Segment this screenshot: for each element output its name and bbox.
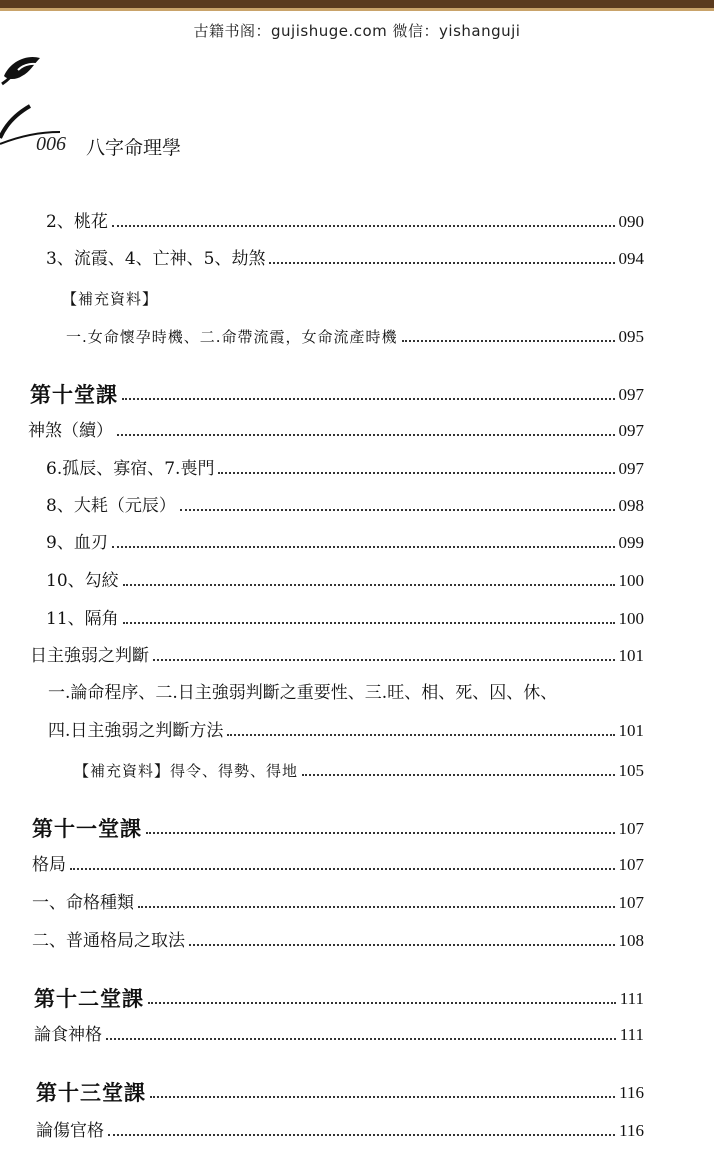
page-number: 006 (36, 133, 66, 155)
dot-leader (227, 734, 614, 736)
toc-entry[interactable] (28, 412, 644, 442)
toc-entry[interactable] (32, 884, 644, 914)
toc-label: 2、桃花 (46, 212, 108, 232)
toc-entry[interactable] (46, 487, 644, 517)
toc-label: 10、勾絞 (46, 571, 119, 591)
toc-page: 101 (618, 646, 644, 665)
toc-entry[interactable] (46, 450, 644, 480)
toc-label: 一.女命懷孕時機、二.命帶流霞，女命流產時機 (66, 328, 398, 346)
toc-chapter[interactable] (32, 810, 644, 840)
toc-entry[interactable] (32, 846, 644, 876)
toc-label: 論食神格 (34, 1025, 102, 1045)
toc-entry[interactable] (46, 203, 644, 233)
chapter-label: 第十三堂課 (36, 1080, 146, 1105)
top-border (0, 0, 714, 8)
chapter-label: 第十堂課 (30, 382, 118, 407)
toc-page: 099 (618, 533, 644, 552)
toc-label: 日主強弱之判斷 (30, 646, 149, 666)
dot-leader (302, 774, 614, 776)
dot-leader (180, 509, 615, 511)
toc-continued-line: 一.論命程序、二.日主強弱判斷之重要性、三.旺、相、死、囚、休、 (48, 683, 558, 703)
dot-leader (108, 1134, 615, 1136)
watermark: 古籍书阁：gujishuge.com 微信：yishanguji (193, 22, 521, 40)
toc-entry[interactable] (46, 524, 644, 554)
toc-entry[interactable] (46, 240, 644, 270)
dot-leader (148, 1002, 616, 1004)
dot-leader (146, 832, 615, 834)
dot-leader (189, 944, 615, 946)
dot-leader (150, 1096, 615, 1098)
toc-entry[interactable] (46, 562, 644, 592)
toc-label: 一、命格種類 (32, 893, 134, 913)
dot-leader (123, 622, 615, 624)
toc-label: 9、血刃 (46, 533, 108, 553)
book-title: 八字命理學 (86, 137, 182, 159)
chapter-label: 第十一堂課 (32, 816, 142, 841)
toc-page: 090 (618, 212, 644, 231)
toc-chapter[interactable] (30, 376, 644, 406)
toc-label: 論傷官格 (36, 1121, 104, 1141)
toc-chapter[interactable] (34, 980, 644, 1010)
toc-label: 3、流霞、4、亡神、5、劫煞 (46, 249, 266, 269)
dot-leader (117, 434, 615, 436)
toc-page: 116 (619, 1083, 644, 1102)
toc-page: 095 (618, 327, 644, 346)
toc-label: 【補充資料】得令、得勢、得地 (74, 762, 299, 780)
toc-page: 100 (618, 609, 644, 628)
toc-label: 神煞（續） (28, 421, 113, 441)
toc-page: 094 (618, 249, 644, 268)
dot-leader (106, 1038, 616, 1040)
toc-entry[interactable] (34, 1016, 644, 1046)
dot-leader (218, 472, 614, 474)
toc-page: 097 (618, 459, 644, 478)
toc-page: 100 (618, 571, 644, 590)
dot-leader (112, 225, 615, 227)
toc-page: 107 (618, 855, 644, 874)
toc-label: 二、普通格局之取法 (32, 931, 185, 951)
toc-label: 格局 (32, 855, 66, 875)
toc-page: 107 (618, 819, 644, 838)
toc-page: 111 (619, 989, 644, 1008)
dot-leader (122, 398, 615, 400)
toc-label: 6.孤辰、寡宿、7.喪門 (46, 459, 215, 479)
toc-entry[interactable] (46, 600, 644, 630)
chapter-label: 第十二堂課 (34, 986, 144, 1011)
toc-entry[interactable] (36, 1112, 644, 1142)
dot-leader (112, 546, 615, 548)
toc-page: 108 (618, 931, 644, 950)
supplement-heading: 【補充資料】 (62, 290, 159, 308)
toc-page: 105 (618, 761, 644, 780)
toc-page: 107 (618, 893, 644, 912)
dot-leader (153, 659, 615, 661)
dot-leader (402, 340, 615, 342)
toc-page: 101 (618, 721, 644, 740)
dot-leader (269, 262, 614, 264)
toc-entry[interactable] (66, 318, 644, 348)
toc-label: 11、隔角 (46, 609, 119, 629)
toc-page: 097 (618, 421, 644, 440)
dot-leader (70, 868, 615, 870)
toc-entry[interactable] (74, 752, 644, 782)
toc-entry[interactable] (48, 712, 644, 742)
toc-page: 116 (619, 1121, 644, 1140)
toc-page: 111 (619, 1025, 644, 1044)
toc-entry[interactable] (30, 637, 644, 667)
toc-page: 097 (618, 385, 644, 404)
dot-leader (123, 584, 615, 586)
toc-page: 098 (618, 496, 644, 515)
toc-chapter[interactable] (36, 1074, 644, 1104)
toc-label: 8、大耗（元辰） (46, 496, 176, 516)
toc-label: 四.日主強弱之判斷方法 (48, 721, 224, 741)
dot-leader (138, 906, 615, 908)
toc-entry[interactable] (32, 922, 644, 952)
